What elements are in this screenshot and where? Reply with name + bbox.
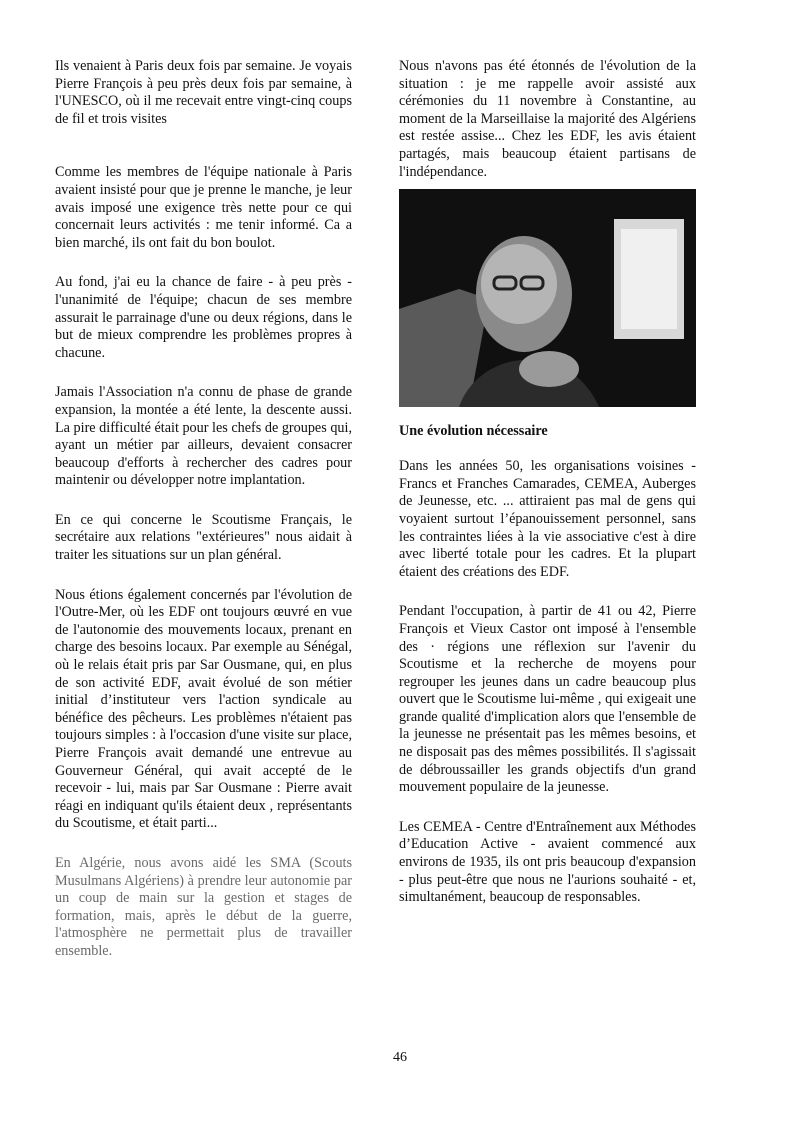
paragraph: Jamais l'Association n'a connu de phase de grande expansion, la montée a été lente, la descente aussi. La pire difficulté était pour les chefs de groupes qui, ayant un métier par ailleurs, devaient consacrer beaucoup d'efforts à rechercher des cadres pour maintenir ou développer notre implantation. — [55, 384, 352, 489]
paragraph: En Algérie, nous avons aidé les SMA (Scouts Musulmans Algériens) à prendre leur autonomie par un coup de main sur la gestion et stages de formation, mais, après le début de la guerre, l'atmosphère ne permettait plus de travailler ensemble. — [55, 854, 352, 959]
paragraph: Pendant l'occupation, à partir de 41 ou 42, Pierre François et Vieux Castor ont imposé à l'ensemble des · régions une réflexion sur l'avenir du Scoutisme et la recherche de moyens pour regrouper les jeunes dans un cadre beaucoup plus ouvert que le Scoutisme lui-même , qui exigeait une grande qualité d'implication alors que l'ensemble de la jeunesse ne présentait pas les mêmes besoins, et ne disposait pas des mêmes possibilités. Il s'agissait de débroussailler les grands objectifs d'un grand mouvement populaire de la jeunesse. — [399, 603, 696, 796]
paragraph: Les CEMEA - Centre d'Entraînement aux Méthodes d’Education Active - avaient commencé aux environs de 1935, ils ont pris beaucoup d'expansion - plus peut-être que nous ne l'aurions souhaité - et, simultanément, beaucoup de responsables. — [399, 818, 696, 906]
right-column — [399, 58, 696, 929]
paragraph: Nous étions également concernés par l'évolution de l'Outre-Mer, où les EDF ont toujours œuvré en vue de l'autonomie des mouvements locaux, prenant en charge des besoins locaux. Par exemple au Sénégal, où le relais était pris par Sar Ousmane, qui, en plus de son activité EDF, avait évolué de son métier initial d’instituteur vers l'action syndicale au bénéfice des pêcheurs. Les problèmes n'étaient pas toujours simples : à l'occasion d'une visite sur place, Pierre François avait demandé une entrevue au Gouverneur Général, qui avait accepté de le recevoir - lui, mais par Sar Ousmane : Pierre avait réagi en indiquant qu'ils étaient deux , représentants du Scoutisme, et était parti... — [55, 586, 352, 832]
left-column — [55, 58, 352, 983]
portrait-photo — [399, 189, 696, 407]
paragraph: En ce qui concerne le Scoutisme Français, le secrétaire aux relations "extérieures" nous aidait à traiter les situations sur un plan général. — [55, 511, 352, 564]
page-number: 46 — [393, 1050, 407, 1065]
paragraph: Ils venaient à Paris deux fois par semaine. Je voyais Pierre François à peu près deux fois par semaine, à l'UNESCO, où il me recevait entre vingt-cinq coups de fil et trois visites — [55, 58, 352, 127]
section-heading: Une évolution nécessaire — [399, 423, 548, 440]
paragraph: Dans les années 50, les organisations voisines - Francs et Franches Camarades, CEMEA, Auberges de Jeunesse, etc. ... attiraient pas mal de gens qui voyaient surtout l’épanouissement personnel, sans les contraintes liées à la vie associative c'est à dire avec liberté totale pour les cadres. Et la plupart étaient des créations des EDF. — [399, 458, 696, 580]
intro-paragraph: Nous n'avons pas été étonnés de l'évolution de la situation : je me rappelle avoir assisté aux cérémonies du 11 novembre à Constantine, au moment de la Marseillaise la majorité des Algériens est restée assise... Chez les EDF, les avis étaient partagés, mais beaucoup étaient partisans de l'indépendance. — [399, 58, 696, 180]
paragraph: Au fond, j'ai eu la chance de faire - à peu près - l'unanimité de l'équipe; chacun de ses membre assurait le parrainage d'une ou deux régions, dans le but de mieux comprendre les problèmes propres à chacune. — [55, 274, 352, 361]
portrait-photo-icon — [399, 189, 696, 407]
paragraph: Comme les membres de l'équipe nationale à Paris avaient insisté pour que je prenne le manche, je leur avais imposé une exigence très nette pour ce qui concernait leurs activités : me tenir informé. Ca a bien marché, ils ont fait du bon boulot. — [55, 164, 352, 251]
